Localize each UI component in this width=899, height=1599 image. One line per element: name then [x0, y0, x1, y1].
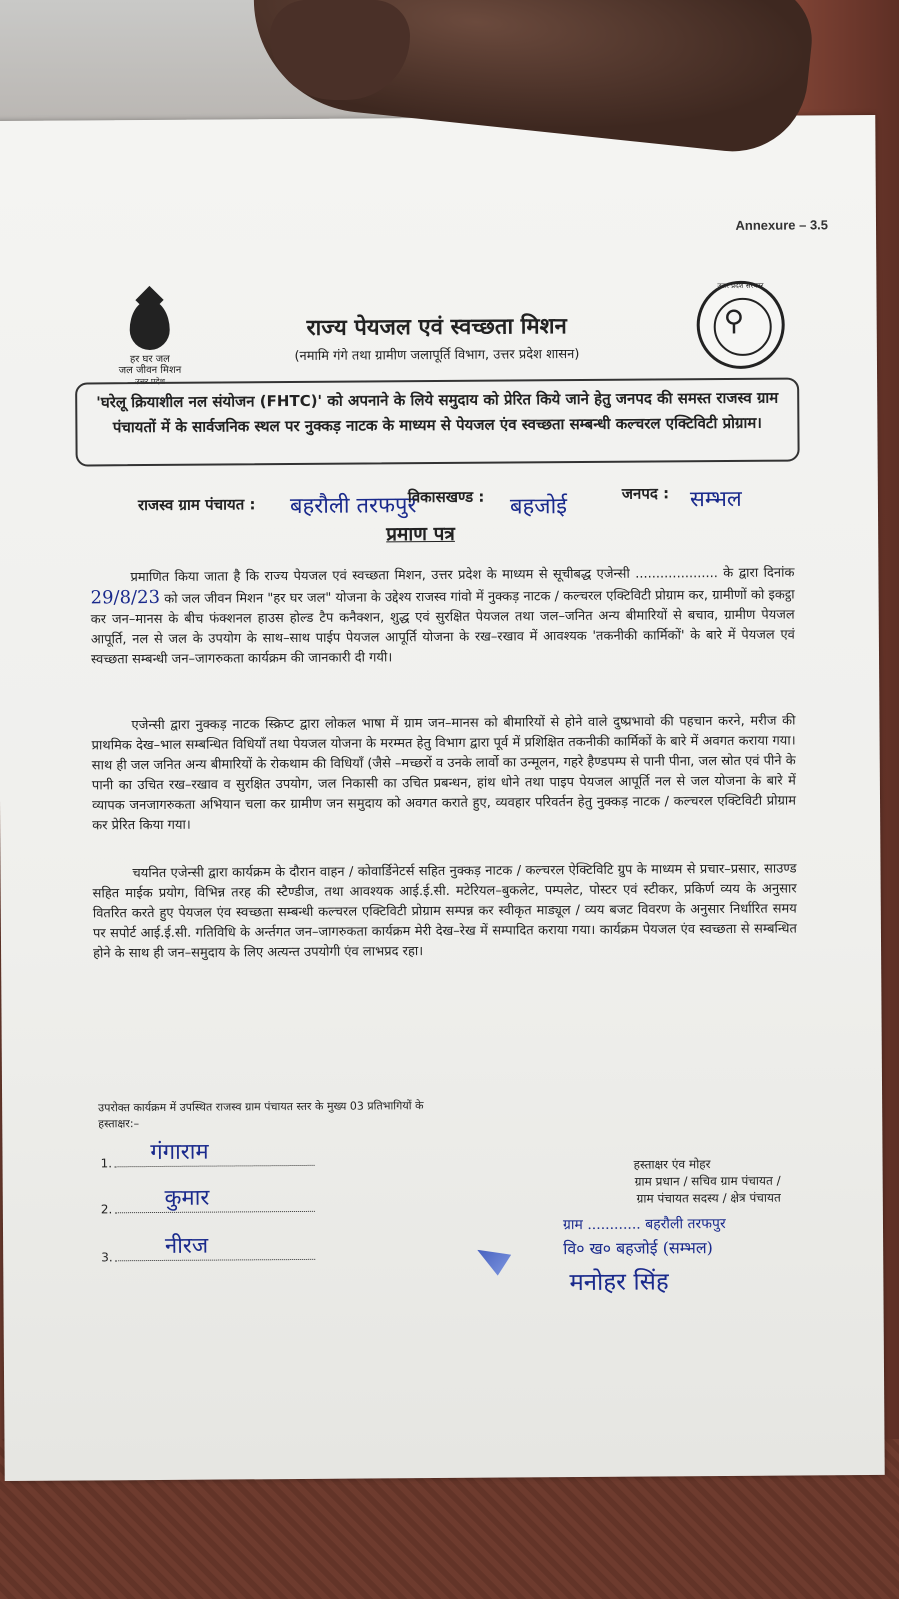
signature-intro-line-2: हस्ताक्षर:– — [98, 1117, 140, 1131]
authority-signature-block — [561, 1156, 781, 1209]
organization-subtitle: (नमामि गंगे तथा ग्रामीण जलापूर्ति विभाग, उत्तर प्रदेश शासन) — [294, 347, 580, 365]
authority-line-3: ग्राम पंचायत सदस्य / क्षेत्र पंचायत — [636, 1190, 781, 1206]
paragraph-1 — [90, 564, 795, 671]
paragraph-3-text: चयनित एजेन्सी द्वारा कार्यक्रम के दौरान वाहन / कोवार्डिनेटर्स सहित नुक्कड़ नाटक / कल्चरल ऐक्टिविटि ग्रुप के माध्यम से प्रचार–प्रसार, साउण्ड सहित माईक प्रयोग, विभिन्न तरह की स्टैण्डीज, तथा आवश्यक आई.ई.सी. मटेरियल–बुकलेट, पम्पलेट, पोस्टर एवं स्टीकर, प्रकिर्ण व्यय के अनुसार वितरित करते हुए पेयजल एंव स्वच्छता सम्बन्धी कल्चरल एक्टिविटी प्रोग्राम सम्पन्न कर स्वीकृत माड्यूल / व्यय बजट विवरण के अनुसार निर्धारित समय पर सपोर्ट आई.ई.सी. गतिविधि के अर्न्तगत जन–जागरुकता कार्यक्रम मेरी देख–रेख में सम्पादित कराया गया। कार्यक्रम पेयजल एंव स्वच्छता से सम्बन्धित होने के साथ ही जन–समुदाय के लिए अत्यन्त उपयोगी एंव लाभप्रद रहा। — [92, 861, 797, 962]
logo-line-1: हर घर जल — [129, 353, 170, 366]
panchayat-value: बहरौली तरफपुर — [289, 493, 417, 520]
authority-line-2: ग्राम प्रधान / सचिव ग्राम पंचायत / — [634, 1173, 781, 1189]
signature-intro-line-1: उपरोक्त कार्यक्रम में उपस्थित राजस्व ग्राम पंचायत स्तर के मुख्य 03 प्रतिभागियों के — [98, 1099, 424, 1115]
paragraph-1-part-b: को जल जीवन मिशन "हर घर जल" योजना के उद्देश्य राजस्व गांवो में नुक्कड़ नाटक / कल्चरल एक्टिविटी प्रोग्राम कर, ग्रामीणों को इकट्ठा कर जन–मानस के बीच फंक्शनल हाउस होल्ड टैप कनैक्शन, शुद्ध एवं सुरक्षित पेयजल तथा जल–जनित अन्य बीमारियों से बचाव, ग्रामीण पेयजल आपूर्ति, नल से जल के उपयोग के साथ–साथ पाईप पेयजल आपूर्ति योजना के रख–रखाव में आवश्यक 'तकनीकी कार्मिकों' के बारे में पेयजल एवं स्वच्छता सम्बन्धी जन–जागरुकता कार्यक्रम की जानकारी दी गयी। — [90, 587, 795, 668]
organization-title: राज्य पेयजल एवं स्वच्छता मिशन — [306, 314, 567, 341]
signature-row-1 — [100, 1139, 314, 1171]
paragraph-1-part-a: प्रमाणित किया जाता है कि राज्य पेयजल एवं स्वच्छता मिशन, उत्तर प्रदेश के माध्यम से सूचीबद्ध एजेन्सी .................... के द्वारा दिनांक — [130, 565, 795, 586]
district-label: जनपद : — [621, 484, 670, 503]
authority-line-1: हस्ताक्षर एंव मोहर — [633, 1157, 711, 1172]
panchayat-label: राजस्व ग्राम पंचायत : — [137, 495, 256, 515]
annexure-label: Annexure – 3.5 — [735, 217, 829, 233]
program-date: 29/8/23 — [90, 586, 161, 609]
block-value: बहजोई — [509, 494, 568, 520]
certificate-title: प्रमाण पत्र — [386, 522, 455, 546]
signature-number: 3. — [101, 1250, 113, 1265]
paragraph-3 — [92, 860, 797, 965]
signature-intro — [98, 1097, 558, 1132]
location-fields — [137, 484, 798, 520]
district-value: सम्भल — [689, 486, 742, 513]
logo-line-3: उत्तर प्रदेश — [135, 376, 166, 387]
seal-text: उत्तर प्रदेश सरकार — [717, 281, 764, 291]
logo-line-2: जल जीवन मिशन — [118, 364, 182, 377]
stamp-signature: मनोहर सिंह — [569, 1267, 669, 1297]
signature-line — [115, 1233, 315, 1261]
paragraph-2 — [91, 712, 796, 837]
seal-emblem-icon: ⚲ — [723, 303, 745, 338]
stamp-block: वि० ख० बहजोई (सम्भल) — [563, 1238, 713, 1259]
document-page — [0, 115, 885, 1481]
signature-name: कुमार — [164, 1185, 210, 1211]
block-label: विकासखण्ड : — [407, 487, 485, 507]
signature-name: गंगाराम — [150, 1139, 209, 1166]
paragraph-2-text: एजेन्सी द्वारा नुक्कड़ नाटक स्क्रिप्ट द्वारा लोकल भाषा में ग्राम जन–मानस को बीमारियों से होने वाले दुष्प्रभावो की पहचान करने, मरीज की प्राथमिक देख–भाल सम्बन्धित विधियाँ तथा पेयजल योजना के मरम्मत हेतु विभाग द्वारा पूर्व में प्रशिक्षित तकनीकी कार्मिकों के बारे में अवगत कराया गया। साथ ही जल जनित अन्य बीमारियों के रोकथाम की विधियाँ (जैसे –मच्छरों व उनके लार्वो का उन्मूलन, गहरे हैण्डपम्प से पानी पीना, जल स्रोत एवं पीने के पानी का उचित रख–रखाव व सुरक्षित उपयोग, जल निकासी का उचित प्रबन्धन, हांथ धोने तथा पाइप पेयजल आपूर्ति नल से जल योजना के बारे में व्यापक जनजागरुकता अभियान चला कर ग्रामीण जन समुदाय को अवगत कराते हुए, व्यवहार परिवर्तन हेतु नुक्कड़ नाटक / कल्चरल एक्टिविटी प्रोग्राम कर प्रेरित किया गया। — [91, 713, 797, 834]
signature-number: 2. — [100, 1202, 113, 1217]
signature-row-3 — [101, 1233, 315, 1265]
program-description-box: 'घरेलू क्रियाशील नल संयोजन (FHTC)' को अपनाने के लिये समुदाय को प्रेरित किये जाने हेतु जनपद की समस्त राजस्व ग्राम पंचायतों में के सार्वजनिक स्थल पर नुक्कड़ नाटक के माध्यम से पेयजल एंव स्वच्छता सम्बन्धी कल्चरल एक्टिविटी प्रोग्राम। — [75, 377, 800, 466]
signature-number: 1. — [100, 1156, 113, 1171]
signature-row-2 — [100, 1185, 315, 1217]
signature-line — [114, 1139, 314, 1167]
signature-line — [115, 1185, 315, 1213]
ink-mark — [477, 1250, 511, 1276]
stamp-village: ग्राम ............ बहरौली तरफपुर — [562, 1216, 726, 1234]
signature-name: नीरज — [164, 1233, 209, 1259]
